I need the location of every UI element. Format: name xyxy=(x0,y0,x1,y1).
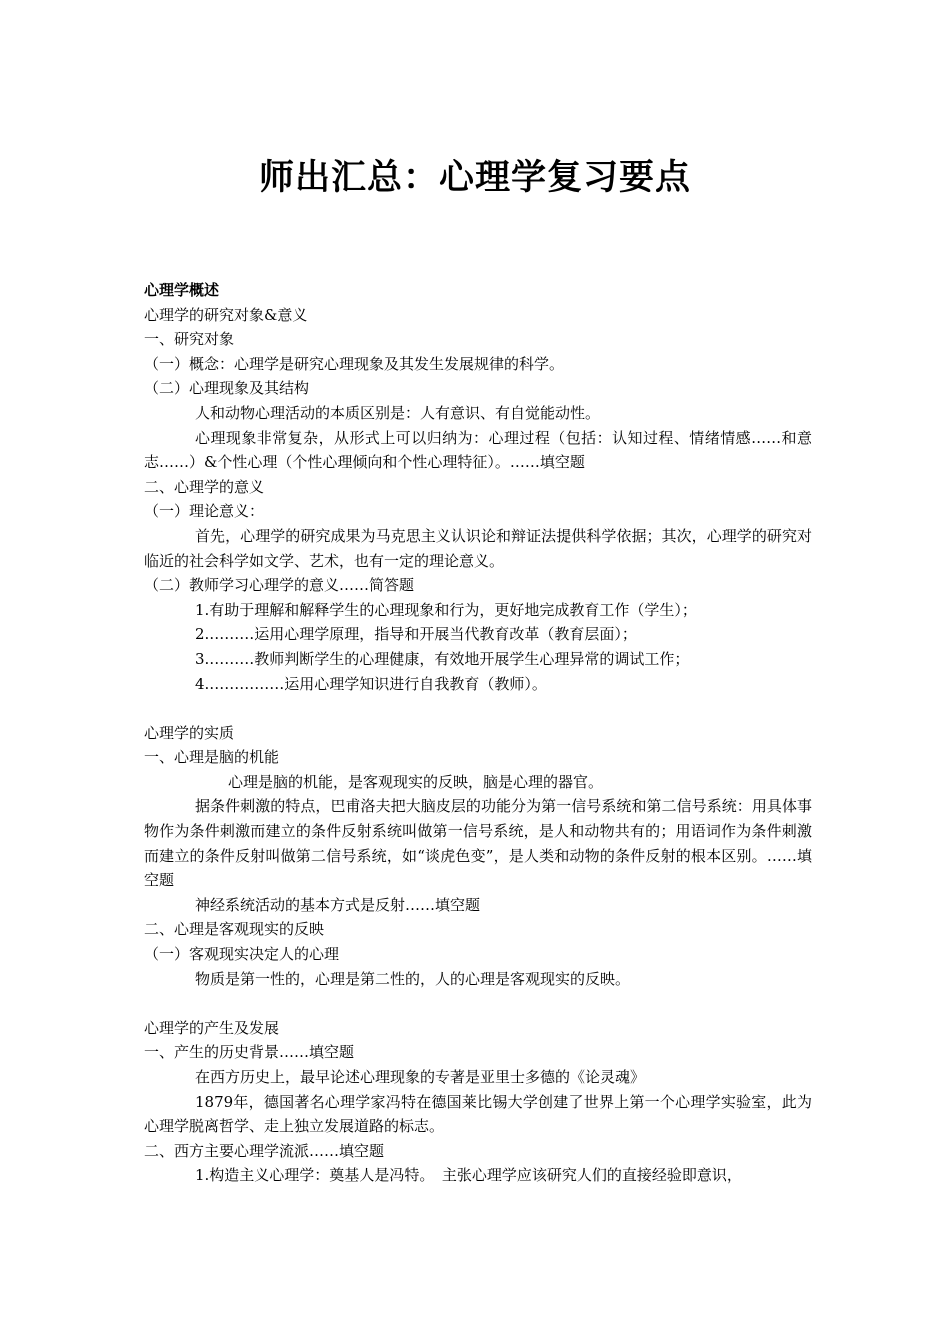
section-heading: 心理学的实质 xyxy=(144,723,235,742)
list-item: 4.……………运用心理学知识进行自我教育（教师）。 xyxy=(195,674,547,693)
paragraph: 首先，心理学的研究成果为马克思主义认识论和辩证法提供科学依据；其次，心理学的研究对临近的社会科学如文学、艺术，也有一定的理论意义。 xyxy=(144,526,812,570)
paragraph: 二、心理是客观现实的反映 xyxy=(144,920,325,939)
section-heading: 心理学的产生及发展 xyxy=(144,1018,280,1037)
list-item: 1.构造主义心理学：奠基人是冯特。 主张心理学应该研究人们的直接经验即意识， xyxy=(195,1166,742,1185)
paragraph: 人和动物心理活动的本质区别是：人有意识、有自觉能动性。 xyxy=(195,403,601,422)
paragraph: 二、西方主要心理学流派……填空题 xyxy=(144,1141,385,1160)
paragraph: 一、产生的历史背景……填空题 xyxy=(144,1043,355,1062)
paragraph: 物质是第一性的，心理是第二性的，人的心理是客观现实的反映。 xyxy=(195,969,631,988)
section-heading: 心理学概述 xyxy=(144,281,220,299)
spacer xyxy=(144,696,812,721)
paragraph: （二）心理现象及其结构 xyxy=(144,379,310,398)
paragraph: 在西方历史上，最早论述心理现象的专著是亚里士多德的《论灵魂》 xyxy=(195,1068,646,1086)
paragraph: 一、研究对象 xyxy=(144,330,235,349)
paragraph: （一）概念：心理学是研究心理现象及其发生发展规律的科学。 xyxy=(144,354,565,373)
paragraph: （一）客观现实决定人的心理 xyxy=(144,945,340,964)
paragraph: 神经系统活动的基本方式是反射……填空题 xyxy=(195,895,481,914)
document-body xyxy=(144,278,812,1188)
paragraph: （一）理论意义： xyxy=(144,502,265,521)
list-item: 3.………教师判断学生的心理健康，有效地开展学生心理异常的调试工作； xyxy=(195,649,690,668)
document-title: 师出汇总：心理学复习要点 xyxy=(258,158,691,198)
paragraph: 1879年，德国著名心理学家冯特在德国莱比锡大学创建了世界上第一个心理学实验室，此为心理学脱离哲学、走上独立发展道路的标志。 xyxy=(144,1092,812,1136)
list-item: 1.有助于理解和解释学生的心理现象和行为，更好地完成教育工作（学生）； xyxy=(195,600,697,619)
paragraph: 一、心理是脑的机能 xyxy=(144,748,280,767)
paragraph: 心理现象非常复杂，从形式上可以归纳为：心理过程（包括：认知过程、情绪情感……和意志……）&个性心理（个性心理倾向和个性心理特征）。……填空题 xyxy=(144,428,812,472)
paragraph: 心理学的研究对象&意义 xyxy=(144,305,308,324)
paragraph: 心理是脑的机能，是客观现实的反映，脑是心理的器官。 xyxy=(228,772,604,791)
spacer xyxy=(144,991,812,1016)
paragraph: 据条件刺激的特点，巴甫洛夫把大脑皮层的功能分为第一信号系统和第二信号系统：用具体事物作为条件刺激而建立的条件反射系统叫做第一信号系统，是人和动物共有的；用语词作为条件刺激而建立的条件反射叫做第二信号系统，如“谈虎色变”，是人类和动物的条件反射的根本区别。……填空题 xyxy=(144,797,812,890)
list-item: 2.………运用心理学原理，指导和开展当代教育改革（教育层面）； xyxy=(195,625,637,644)
paragraph: （二）教师学习心理学的意义……简答题 xyxy=(144,576,415,595)
paragraph: 二、心理学的意义 xyxy=(144,477,265,496)
